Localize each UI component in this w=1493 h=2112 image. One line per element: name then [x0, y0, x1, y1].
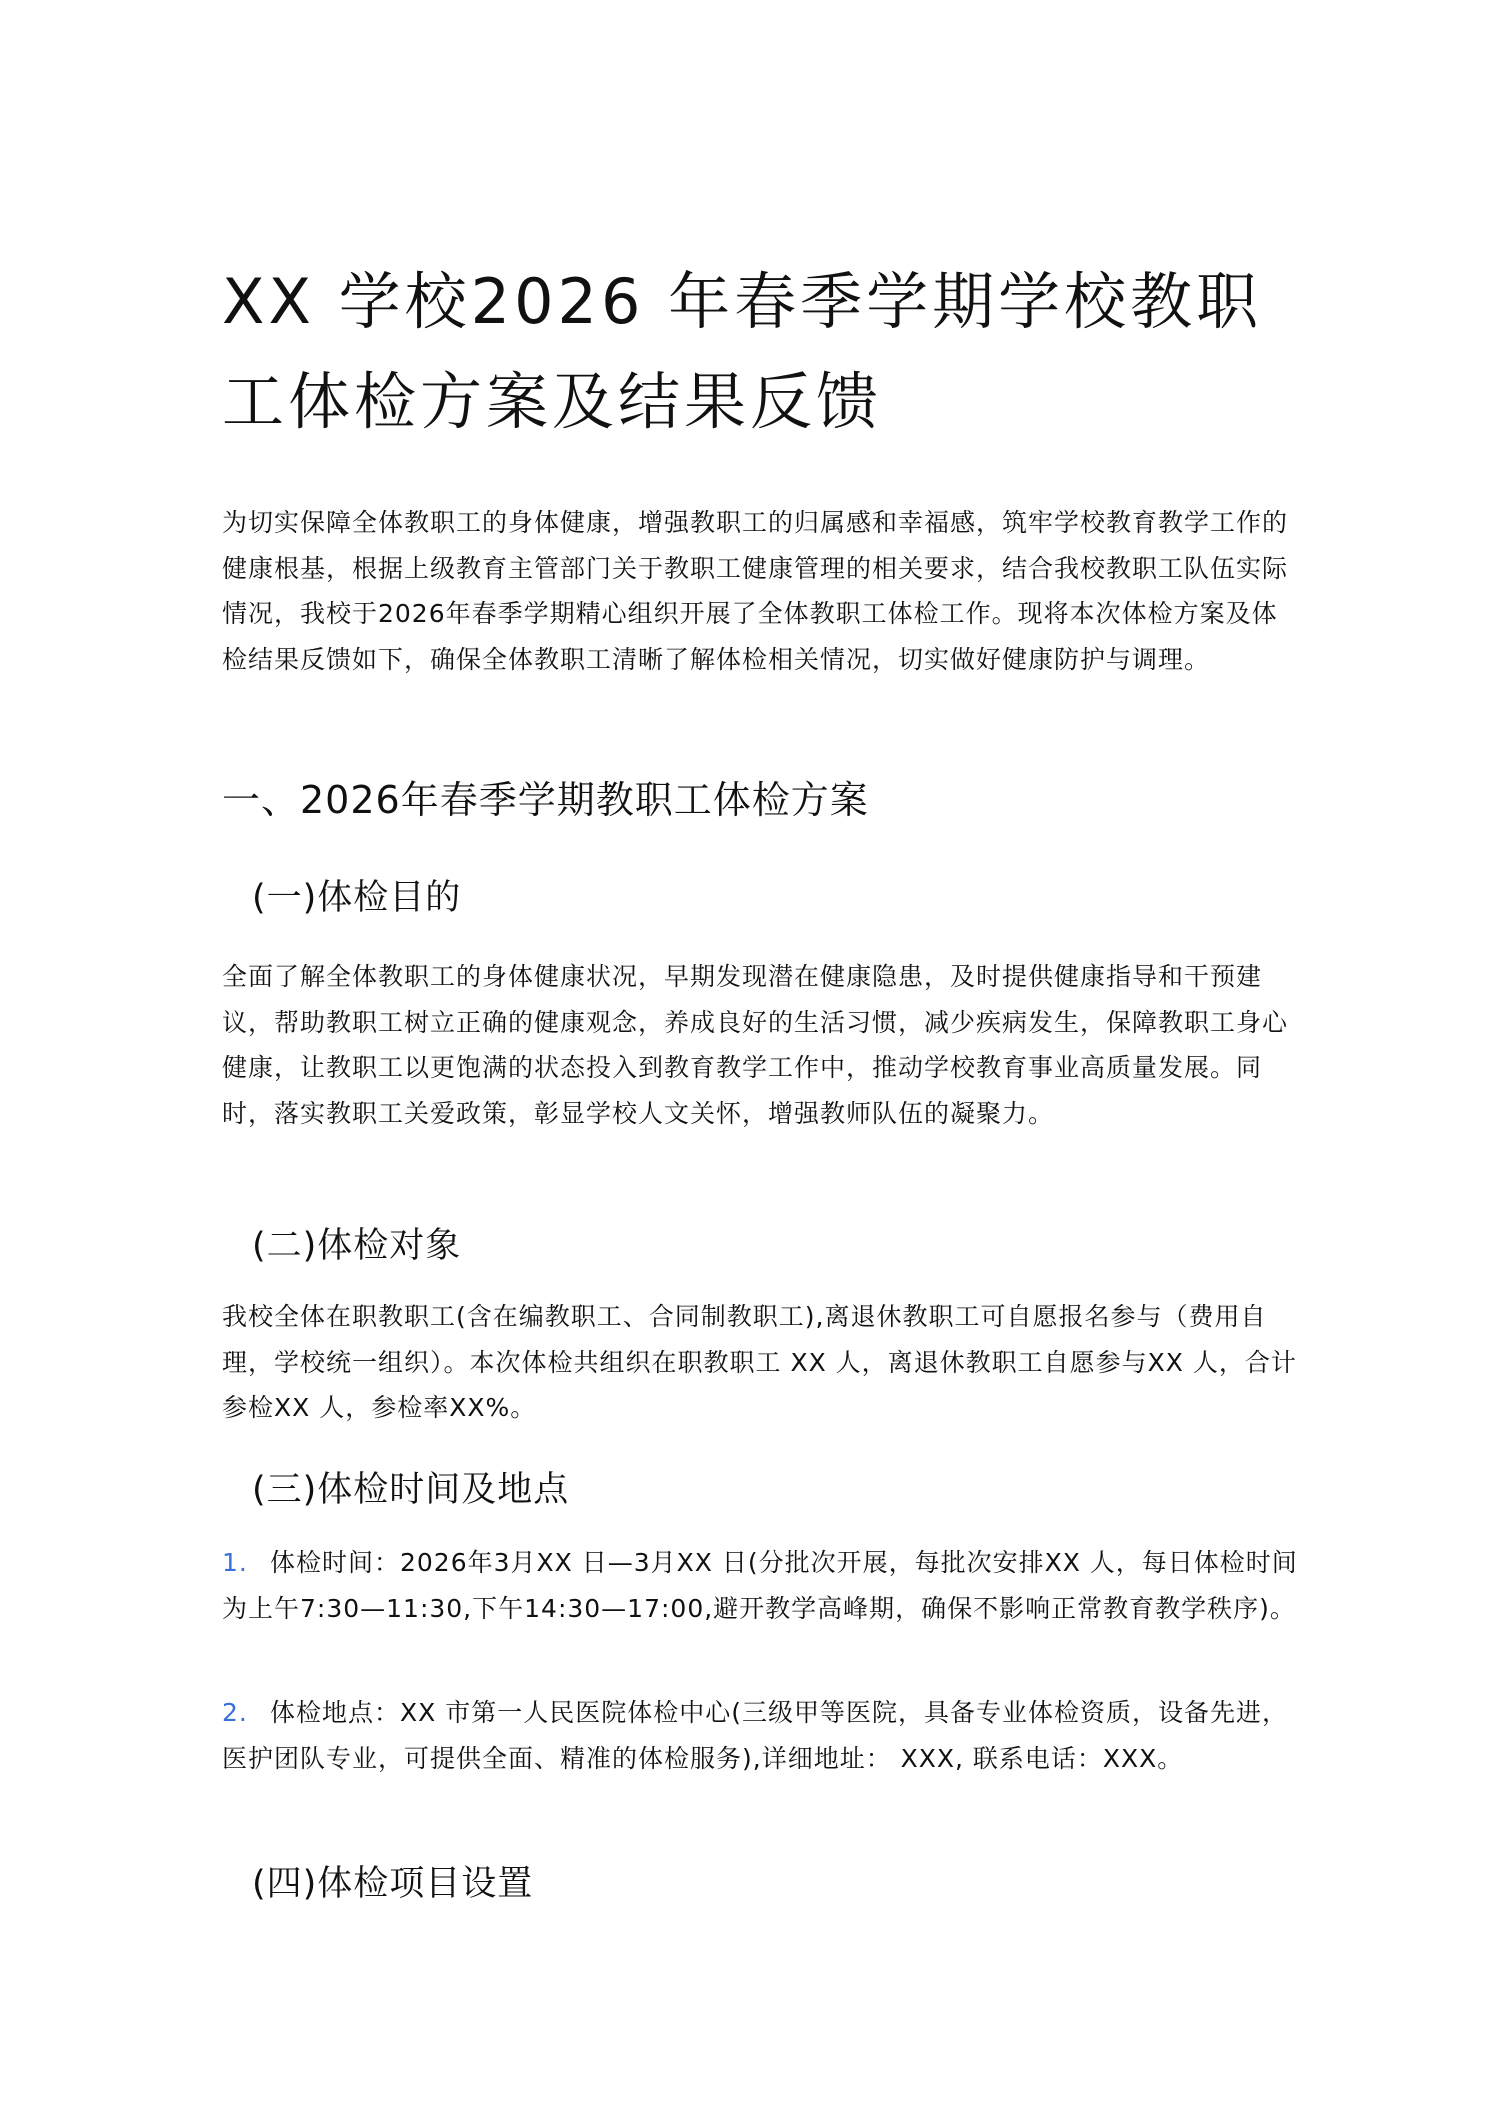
subsection-heading-purpose: (一)体检目的	[252, 878, 462, 918]
target-paragraph: 我校全体在职教职工(含在编教职工、合同制教职工),离退休教职工可自愿报名参与（费用自理，学校统一组织）。本次体检共组织在职教职工 XX 人，离退休教职工自愿参与XX 人，合计参检XX 人，参检率XX%。	[222, 1302, 1297, 1422]
purpose-paragraph: 全面了解全体教职工的身体健康状况，早期发现潜在健康隐患，及时提供健康指导和干预建议，帮助教职工树立正确的健康观念，养成良好的生活习惯，减少疾病发生，保障教职工身心健康，让教职工以更饱满的状态投入到教育教学工作中，推动学校教育事业高质量发展。同时，落实教职工关爱政策，彰显学校人文关怀，增强教师队伍的凝聚力。	[222, 962, 1289, 1128]
document-title: XX 学校2026 年春季学期学校教职工体检方案及结果反馈	[222, 265, 1263, 438]
list-item-text: 体检时间：2026年3月XX 日—3月XX 日(分批次开展，每批次安排XX 人，每日体检时间为上午7:30—11:30,下午14:30—17:00,避开教学高峰期，确保不影响正常教育教学秩序)。	[222, 1548, 1298, 1623]
list-number: 2.	[222, 1698, 248, 1727]
subsection-heading-time-place: (三)体检时间及地点	[252, 1470, 570, 1510]
list-item-time	[222, 1540, 1302, 1631]
list-item-text: 体检地点：XX 市第一人民医院体检中心(三级甲等医院，具备专业体检资质，设备先进，医护团队专业，可提供全面、精准的体检服务),详细地址： XXX, 联系电话：XXX。	[222, 1698, 1288, 1773]
list-item-place	[222, 1690, 1302, 1781]
subsection-heading-items-setup: (四)体检项目设置	[252, 1864, 534, 1904]
subsection-heading-target: (二)体检对象	[252, 1226, 462, 1266]
list-number: 1.	[222, 1548, 248, 1577]
section-heading-plan: 一、2026年春季学期教职工体检方案	[222, 778, 869, 822]
intro-paragraph: 为切实保障全体教职工的身体健康，增强教职工的归属感和幸福感，筑牢学校教育教学工作的健康根基，根据上级教育主管部门关于教职工健康管理的相关要求，结合我校教职工队伍实际情况，我校于2026年春季学期精心组织开展了全体教职工体检工作。现将本次体检方案及体检结果反馈如下，确保全体教职工清晰了解体检相关情况，切实做好健康防护与调理。	[222, 508, 1289, 674]
